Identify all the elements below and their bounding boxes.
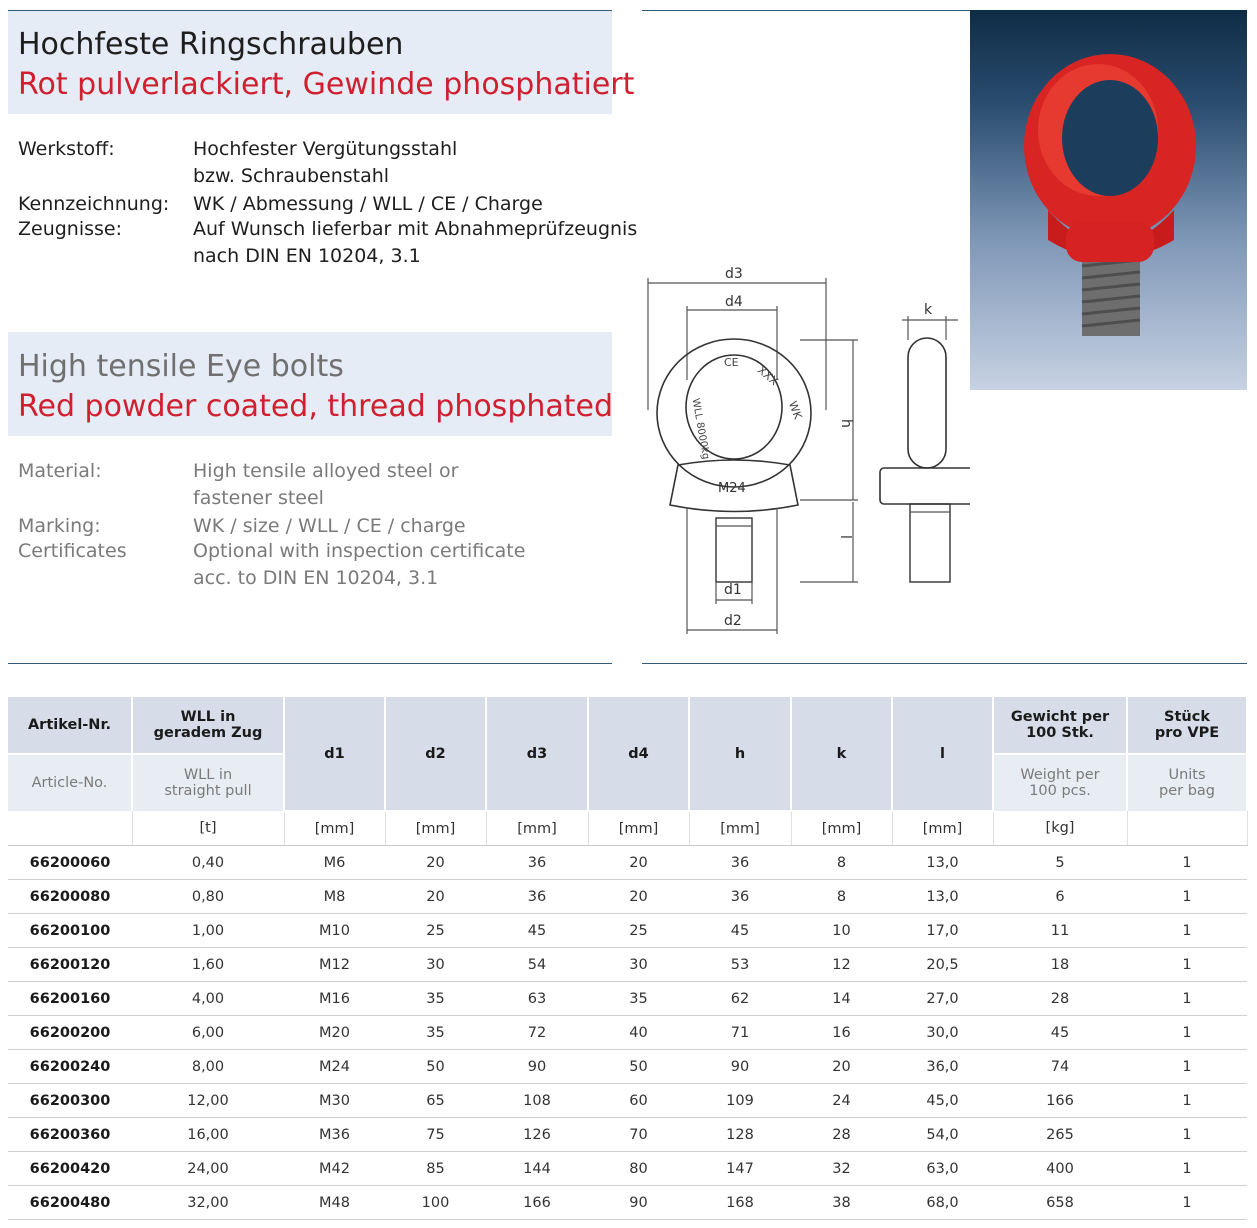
table-cell: 109 [689,1084,791,1118]
unit-cell: [mm] [689,811,791,846]
table-cell: 45 [993,1016,1127,1050]
th-wll-en-1: WLL in [183,767,233,783]
label-d1: d1 [724,582,742,598]
table-cell: 25 [588,914,689,948]
th-weight-de-1: Gewicht per [1010,709,1110,725]
table-cell: 32 [791,1152,892,1186]
table-row [8,948,1247,982]
table-cell: 144 [486,1152,588,1186]
label-material: Material: [18,460,102,482]
table-row [8,1084,1247,1118]
table-cell: 18 [993,948,1127,982]
table-cell: 90 [689,1050,791,1084]
table-cell: 20 [588,880,689,914]
table-row [8,1186,1247,1220]
table-cell: 32,00 [132,1186,284,1220]
mark-size: M24 [718,481,746,496]
table-cell: 85 [385,1152,486,1186]
value-zeugnisse-1: Auf Wunsch lieferbar mit Abnahmeprüfzeugnis [193,218,638,240]
table-cell: M20 [284,1016,385,1050]
unit-cell: [kg] [993,811,1127,846]
table-cell: 74 [993,1050,1127,1084]
value-certificates-2: acc. to DIN EN 10204, 3.1 [193,567,439,589]
table-cell: 24 [791,1084,892,1118]
table-cell: 1 [1127,1118,1247,1152]
unit-cell: [mm] [284,811,385,846]
th-wll-en [132,754,284,811]
table-cell: 20 [385,846,486,880]
value-material-1: High tensile alloyed steel or [193,460,459,482]
table-cell: 12 [791,948,892,982]
table-cell: 6 [993,880,1127,914]
subtitle-en: Red powder coated, thread phosphated [18,389,614,424]
table-cell: 1 [1127,982,1247,1016]
table-cell: M42 [284,1152,385,1186]
label-k: k [924,302,933,318]
table-cell: 4,00 [132,982,284,1016]
table-cell: 62 [689,982,791,1016]
label-certificates: Certificates [18,540,127,562]
spec-table [8,697,1248,1220]
th-wll-de-2: geradem Zug [153,725,263,741]
table-cell: 30 [385,948,486,982]
th-article-en: Article-No. [8,754,132,811]
table-cell: M12 [284,948,385,982]
article-number-cell: 66200160 [8,982,132,1016]
table-cell: 658 [993,1186,1127,1220]
table-cell: 28 [993,982,1127,1016]
article-number-cell: 66200200 [8,1016,132,1050]
table-body [8,846,1247,1220]
th-weight-en-2: 100 pcs. [1029,783,1091,799]
table-cell: 0,80 [132,880,284,914]
table-cell: 166 [486,1186,588,1220]
table-cell: 36 [689,846,791,880]
table-row [8,914,1247,948]
th-weight-de [993,697,1127,754]
table-cell: 68,0 [892,1186,993,1220]
table-cell: 1 [1127,846,1247,880]
table-cell: 30 [588,948,689,982]
article-number-cell: 66200480 [8,1186,132,1220]
article-number-cell: 66200360 [8,1118,132,1152]
mid-rule-left [8,663,612,664]
th-l: l [892,697,993,811]
article-number-cell: 66200060 [8,846,132,880]
table-cell: 16 [791,1016,892,1050]
table-cell: M30 [284,1084,385,1118]
table-cell: M16 [284,982,385,1016]
table-row [8,1016,1247,1050]
table-cell: 71 [689,1016,791,1050]
label-d4: d4 [725,294,743,310]
th-weight-de-2: 100 Stk. [1026,725,1094,741]
table-cell: 11 [993,914,1127,948]
table-cell: 45,0 [892,1084,993,1118]
unit-cell: [mm] [385,811,486,846]
table-row [8,1152,1247,1186]
th-article-de: Artikel-Nr. [8,697,132,754]
th-wll-en-2: straight pull [164,783,252,799]
table-cell: 1 [1127,914,1247,948]
table-cell: 25 [385,914,486,948]
label-d3: d3 [725,266,743,282]
th-d2: d2 [385,697,486,811]
value-werkstoff-2: bzw. Schraubenstahl [193,165,390,187]
table-cell: 10 [791,914,892,948]
table-cell: 108 [486,1084,588,1118]
table-cell: 75 [385,1118,486,1152]
unit-cell: [mm] [588,811,689,846]
unit-cell: [mm] [892,811,993,846]
table-cell: 53 [689,948,791,982]
table-cell: 65 [385,1084,486,1118]
th-wll-de [132,697,284,754]
mark-ce: CE [724,356,739,369]
table-cell: M6 [284,846,385,880]
value-kennzeichnung: WK / Abmessung / WLL / CE / Charge [193,193,543,215]
table-cell: 1 [1127,1050,1247,1084]
top-rule-right [642,10,970,11]
table-header-de [8,697,1247,754]
table-cell: 13,0 [892,846,993,880]
unit-cell [8,811,132,846]
table-cell: 36 [486,880,588,914]
product-photo [970,10,1247,390]
table-cell: 14 [791,982,892,1016]
unit-cell: [mm] [486,811,588,846]
value-marking: WK / size / WLL / CE / charge [193,515,466,537]
table-cell: 147 [689,1152,791,1186]
table-cell: M36 [284,1118,385,1152]
table-cell: 63,0 [892,1152,993,1186]
table-cell: 20 [588,846,689,880]
technical-drawing [640,260,970,639]
label-marking: Marking: [18,515,101,537]
table-cell: 12,00 [132,1084,284,1118]
table-cell: 27,0 [892,982,993,1016]
table-cell: 100 [385,1186,486,1220]
table-cell: 36 [486,846,588,880]
table-cell: 5 [993,846,1127,880]
table-cell: 30,0 [892,1016,993,1050]
table-cell: 1,60 [132,948,284,982]
table-cell: 80 [588,1152,689,1186]
table-cell: 8 [791,880,892,914]
th-units-en-2: per bag [1159,783,1215,799]
table-cell: 168 [689,1186,791,1220]
table-cell: 0,40 [132,846,284,880]
article-number-cell: 66200300 [8,1084,132,1118]
table-cell: 20 [791,1050,892,1084]
th-weight-en-1: Weight per [1020,767,1100,783]
table-row [8,846,1247,880]
value-zeugnisse-2: nach DIN EN 10204, 3.1 [193,245,421,267]
table-cell: 166 [993,1084,1127,1118]
value-certificates-1: Optional with inspection certificate [193,540,526,562]
label-zeugnisse: Zeugnisse: [18,218,123,240]
table-cell: 20 [385,880,486,914]
table-cell: 38 [791,1186,892,1220]
table-cell: 8 [791,846,892,880]
table-cell: 1 [1127,1016,1247,1050]
table-cell: 20,5 [892,948,993,982]
table-cell: 13,0 [892,880,993,914]
table-cell: 90 [486,1050,588,1084]
table-cell: 70 [588,1118,689,1152]
table-cell: 8,00 [132,1050,284,1084]
table-cell: 24,00 [132,1152,284,1186]
mark-wk: WK [785,399,805,421]
table-cell: 126 [486,1118,588,1152]
article-number-cell: 66200100 [8,914,132,948]
th-units-de-2: pro VPE [1154,725,1220,741]
th-units-de-1: Stück [1164,709,1210,725]
table-row [8,1118,1247,1152]
article-number-cell: 66200240 [8,1050,132,1084]
label-l: l [837,535,853,539]
table-cell: M24 [284,1050,385,1084]
unit-cell: [t] [132,811,284,846]
table-cell: 63 [486,982,588,1016]
table-row [8,1050,1247,1084]
table-cell: 265 [993,1118,1127,1152]
th-k: k [791,697,892,811]
table-cell: M8 [284,880,385,914]
table-cell: 54 [486,948,588,982]
table-cell: 1 [1127,1186,1247,1220]
table-row [8,982,1247,1016]
table-cell: 6,00 [132,1016,284,1050]
th-wll-de-1: WLL in [180,709,236,725]
table-cell: M48 [284,1186,385,1220]
table-cell: 54,0 [892,1118,993,1152]
table-cell: 50 [588,1050,689,1084]
mark-xxx: XXX [754,363,781,389]
table-cell: 400 [993,1152,1127,1186]
table-cell: 60 [588,1084,689,1118]
table-cell: 45 [689,914,791,948]
unit-cell: [mm] [791,811,892,846]
table-cell: 128 [689,1118,791,1152]
table-row [8,880,1247,914]
table-cell: 1 [1127,1152,1247,1186]
mark-wll: WLL 8000kg [689,397,712,461]
table-cell: 90 [588,1186,689,1220]
value-material-2: fastener steel [193,487,324,509]
label-h: h [838,419,854,428]
table-cell: 40 [588,1016,689,1050]
table-cell: 28 [791,1118,892,1152]
title-en: High tensile Eye bolts [18,349,344,384]
th-weight-en [993,754,1127,811]
header-de [8,11,635,114]
table-cell: M10 [284,914,385,948]
table-cell: 50 [385,1050,486,1084]
value-werkstoff-1: Hochfester Vergütungsstahl [193,138,458,160]
th-units-de [1127,697,1247,754]
label-kennzeichnung: Kennzeichnung: [18,193,170,215]
table-cell: 35 [588,982,689,1016]
table-cell: 16,00 [132,1118,284,1152]
table-cell: 17,0 [892,914,993,948]
title-de: Hochfeste Ringschrauben [18,27,404,62]
units-row [8,811,1247,846]
th-units-en-1: Units [1168,767,1206,783]
table-cell: 1 [1127,880,1247,914]
article-number-cell: 66200420 [8,1152,132,1186]
table-cell: 36 [689,880,791,914]
table-cell: 1,00 [132,914,284,948]
table-cell: 1 [1127,948,1247,982]
table-cell: 72 [486,1016,588,1050]
table-cell: 1 [1127,1084,1247,1118]
table-cell: 35 [385,982,486,1016]
label-d2: d2 [724,613,742,629]
unit-cell [1127,811,1247,846]
th-h: h [689,697,791,811]
th-d3: d3 [486,697,588,811]
article-number-cell: 66200120 [8,948,132,982]
th-d4: d4 [588,697,689,811]
th-units-en [1127,754,1247,811]
table-cell: 45 [486,914,588,948]
table-cell: 35 [385,1016,486,1050]
th-d1: d1 [284,697,385,811]
subtitle-de: Rot pulverlackiert, Gewinde phosphatiert [18,67,635,102]
eye-bolt-photo [970,10,1247,390]
table-cell: 36,0 [892,1050,993,1084]
mid-rule-right [642,663,1247,664]
header-en [8,332,612,436]
label-werkstoff: Werkstoff: [18,138,115,160]
article-number-cell: 66200080 [8,880,132,914]
